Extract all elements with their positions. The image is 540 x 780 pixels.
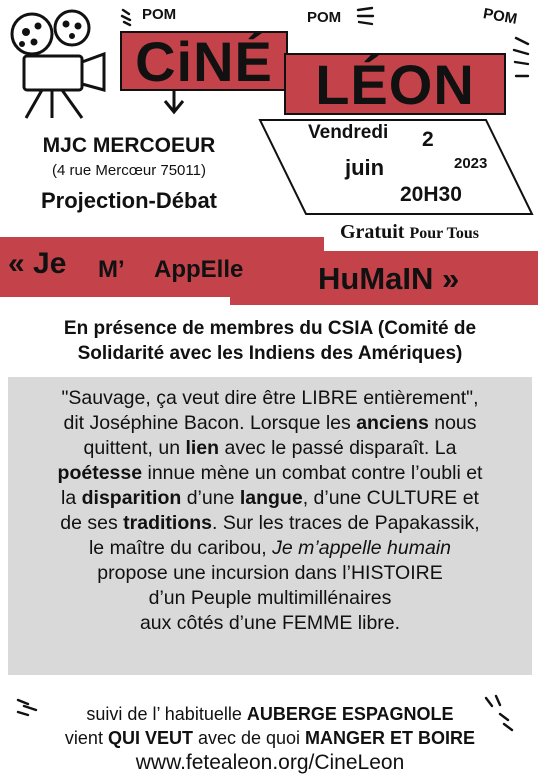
synopsis-line: propose une incursion dans l’HISTOIRE <box>97 562 443 584</box>
presence-line-1: En présence de membres du CSIA (Comité de <box>63 318 477 339</box>
sound-squiggle-icon <box>354 4 378 28</box>
pom-left: POM <box>142 6 177 23</box>
film-word-1: « Je <box>8 247 67 280</box>
venue-address: (4 rue Mercœur 75011) <box>52 162 206 179</box>
event-type: Projection-Débat <box>40 188 218 213</box>
pom-center: POM <box>307 9 342 26</box>
date-weekday: Vendredi <box>308 122 389 143</box>
film-word-3: AppElle <box>154 256 244 283</box>
title-cine: CiNÉ <box>135 29 273 93</box>
date-day: 2 <box>422 128 434 151</box>
synopsis-box <box>8 377 532 675</box>
date-year: 2023 <box>454 155 488 172</box>
footer-line-1: suivi de l’ habituelle AUBERGE ESPAGNOLE <box>86 704 454 724</box>
date-month: juin <box>345 155 385 180</box>
synopsis-line: dit Joséphine Bacon. Lorsque les anciens nous <box>63 412 477 434</box>
synopsis-line: de ses traditions. Sur les traces de Papakassik, <box>60 512 480 534</box>
synopsis-line: le maître du caribou, Je m’appelle humain <box>88 537 452 559</box>
website-link[interactable]: www.fetealeon.org/CineLeon <box>135 751 405 774</box>
price-main: Gratuit <box>340 221 405 243</box>
date-frame <box>258 118 534 216</box>
title-box-right <box>284 53 506 115</box>
synopsis-line: quittent, un lien avec le passé disparaît. La <box>83 437 457 459</box>
pom-right: POM <box>481 5 519 28</box>
venue-name: MJC MERCOEUR <box>42 134 216 157</box>
title-box-left <box>120 31 288 91</box>
film-word-2: M’ <box>98 256 125 283</box>
movie-camera-icon <box>4 4 122 120</box>
sound-squiggle-icon <box>510 32 538 92</box>
synopsis-line: d’un Peuple multimillénaires <box>148 587 392 609</box>
footer-line-2: vient QUI VEUT avec de quoi MANGER ET BOIRE <box>64 728 476 748</box>
price-label <box>340 221 479 244</box>
title-leon: LÉON <box>315 52 475 116</box>
synopsis-line: aux côtés d’une FEMME libre. <box>139 612 401 634</box>
price-sub: Pour Tous <box>409 225 479 242</box>
presence-line-2: Solidarité avec les Indiens des Amériques) <box>77 343 463 364</box>
film-word-4: HuMaIN » <box>318 261 460 296</box>
synopsis-line: poétesse innue mène un combat contre l’oubli et <box>57 462 483 484</box>
date-time: 20H30 <box>400 183 462 206</box>
synopsis-line: la disparition d’une langue, d’une CULTURE et <box>61 487 479 509</box>
sound-squiggle-icon <box>120 6 140 28</box>
synopsis-line: "Sauvage, ça veut dire être LIBRE entièrement", <box>61 387 479 409</box>
